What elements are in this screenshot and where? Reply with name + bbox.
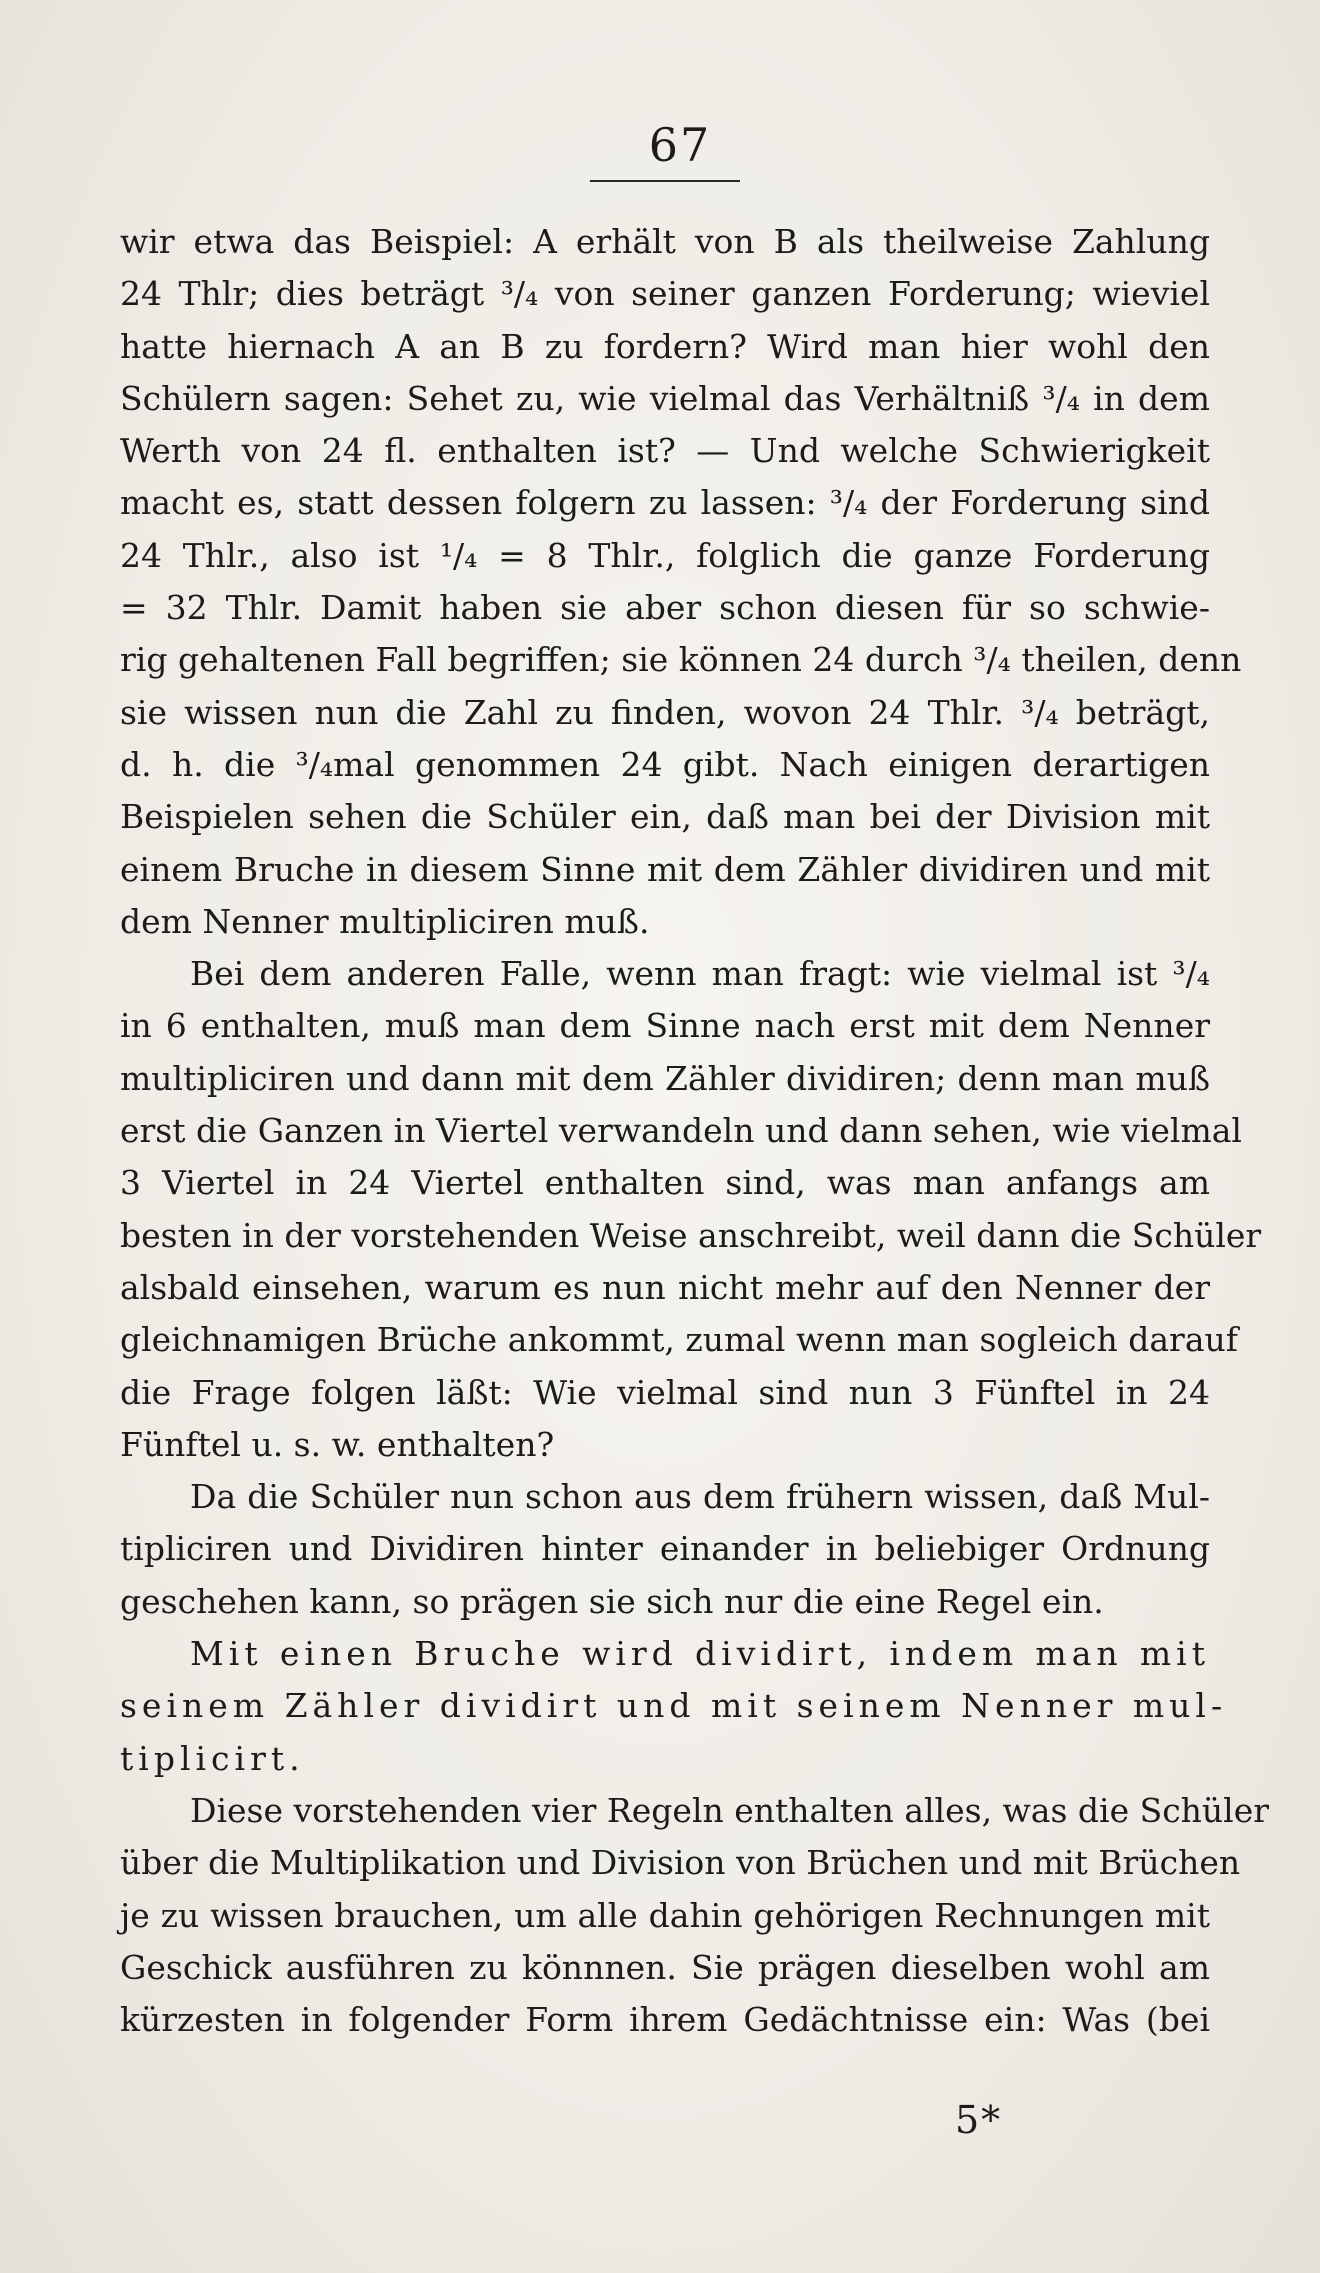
- text-line: tipliciren und Dividiren hinter einander in beliebiger Ordnung: [120, 1529, 1210, 1569]
- text-line: in 6 enthalten, muß man dem Sinne nach erst mit dem Nenner: [120, 1006, 1210, 1046]
- text-line: besten in der vorstehenden Weise anschreibt, weil dann die Schüler: [120, 1215, 1262, 1255]
- paragraph-start-line: Da die Schüler nun schon aus dem frühern wissen, daß Mul-: [190, 1477, 1210, 1517]
- text-line: wir etwa das Beispiel: A erhält von B als theilweise Zahlung: [120, 222, 1210, 261]
- paragraph-start-line: Diese vorstehenden vier Regeln enthalten alles, was die Schüler: [190, 1790, 1270, 1830]
- text-line: multipliciren und dann mit dem Zähler dividiren; denn man muß: [120, 1058, 1210, 1098]
- text-line: dem Nenner multipliciren muß.: [120, 901, 650, 941]
- signature-mark: 5*: [955, 2098, 1003, 2142]
- text-line: Geschick ausführen zu könnnen. Sie prägen dieselben wohl am: [120, 1947, 1210, 1987]
- body-text: [120, 216, 1270, 2046]
- rule-line: seinem Zähler dividirt und mit seinem Nenner mul-: [120, 1686, 1228, 1726]
- text-line: hatte hiernach A an B zu fordern? Wird man hier wohl den: [120, 326, 1210, 366]
- text-line: 3 Viertel in 24 Viertel enthalten sind, was man anfangs am: [120, 1163, 1210, 1203]
- rule-line: Mit einen Bruche wird dividirt, indem man mit: [190, 1634, 1210, 1674]
- paragraph-start-line: Bei dem anderen Falle, wenn man fragt: wie vielmal ist ³/₄: [190, 954, 1210, 994]
- text-line: erst die Ganzen in Viertel verwandeln und dann sehen, wie vielmal: [120, 1111, 1242, 1151]
- text-line: d. h. die ³/₄mal genommen 24 gibt. Nach einigen derartigen: [120, 744, 1210, 784]
- text-line: über die Multiplikation und Division von Brüchen und mit Brüchen: [120, 1843, 1241, 1883]
- text-line: Schülern sagen: Sehet zu, wie vielmal das Verhältniß ³/₄ in dem: [120, 378, 1210, 418]
- text-line: alsbald einsehen, warum es nun nicht mehr auf den Nenner der: [120, 1267, 1210, 1307]
- text-line: je zu wissen brauchen, um alle dahin gehörigen Rechnungen mit: [120, 1895, 1210, 1935]
- text-line: Fünftel u. s. w. enthalten?: [120, 1424, 555, 1464]
- text-line: Werth von 24 fl. enthalten ist? — Und welche Schwierigkeit: [120, 431, 1210, 471]
- text-line: 24 Thlr; dies beträgt ³/₄ von seiner ganzen Forderung; wieviel: [120, 274, 1210, 314]
- text-line: rig gehaltenen Fall begriffen; sie können 24 durch ³/₄ theilen, denn: [120, 640, 1242, 680]
- text-line: sie wissen nun die Zahl zu finden, wovon 24 Thlr. ³/₄ beträgt,: [120, 692, 1210, 732]
- rule-line: tiplicirt.: [120, 1738, 305, 1778]
- text-line: macht es, statt dessen folgern zu lassen: ³/₄ der Forderung sind: [120, 483, 1210, 523]
- text-line: die Frage folgen läßt: Wie vielmal sind nun 3 Fünftel in 24: [120, 1372, 1210, 1412]
- text-line: kürzesten in folgender Form ihrem Gedächtnisse ein: Was (bei: [120, 2000, 1210, 2040]
- text-line: Beispielen sehen die Schüler ein, daß man bei der Division mit: [120, 797, 1210, 837]
- text-line: einem Bruche in diesem Sinne mit dem Zähler dividiren und mit: [120, 849, 1210, 889]
- text-line: = 32 Thlr. Damit haben sie aber schon diesen für so schwie-: [120, 588, 1210, 628]
- page-number: 67: [648, 118, 712, 172]
- text-line: gleichnamigen Brüche ankommt, zumal wenn man sogleich darauf: [120, 1320, 1238, 1360]
- text-line: geschehen kann, so prägen sie sich nur die eine Regel ein.: [120, 1581, 1104, 1621]
- header-rule: [590, 180, 740, 182]
- text-line: 24 Thlr., also ist ¹/₄ = 8 Thlr., folglich die ganze Forderung: [120, 535, 1210, 575]
